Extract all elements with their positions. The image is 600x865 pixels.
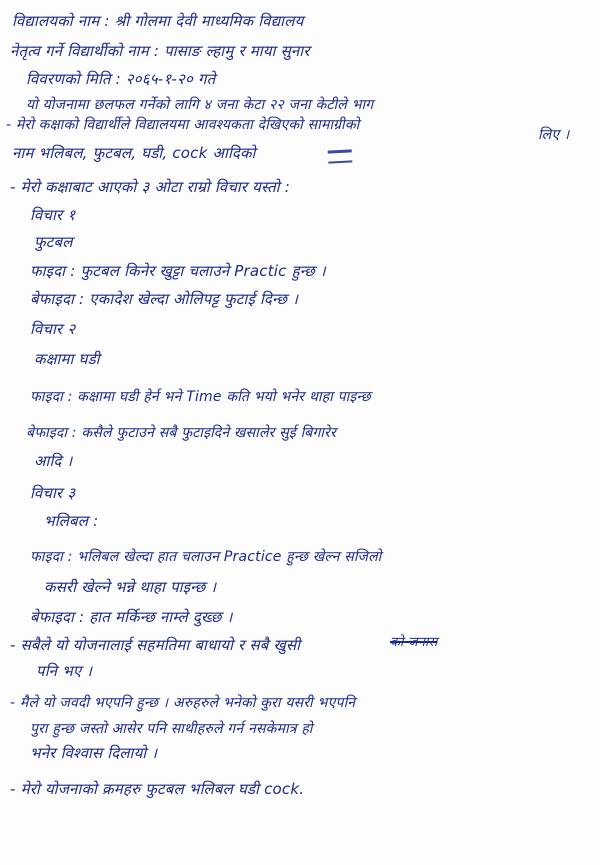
idea-2-title: कक्षामा घडी (34, 350, 100, 368)
agreement-line-cont: पनि भए । (36, 662, 93, 680)
priority-line: - मेरो योजनाको क्रमहरु फुटबल भलिबल घडी cock. (10, 780, 305, 798)
ideas-intro-line: - मेरो कक्षाबाट आएको ३ ओटा राम्रो विचार यस्तो : (10, 178, 290, 196)
idea-3-benefit: फाइदा : भलिबल खेल्दा हात चलाउन Practice हुन्छ खेल्न सजिलो (30, 549, 382, 565)
reflection-line: - मैले यो जवदी भएपनि हुन्छ । अरुहरुले भनेको कुरा यसरी भएपनि (10, 695, 356, 711)
idea-2-benefit: फाइदा : कक्षामा घडी हेर्न भने Time कति भयो भनेर थाहा पाइन्छ (30, 389, 371, 405)
idea-2-drawback: बेफाइदा : कसैले फुटाउने सबै फुटाइदिने खसालेर सुई बिगारेर (26, 425, 337, 441)
reflection-line-3: भनेर विश्वास दिलायो । (30, 744, 158, 762)
reflection-line-2: पुरा हुन्छ जस्तो आसेर पनि साथीहरुले गर्न नसकेमात्र हो (30, 721, 313, 737)
idea-3-heading: विचार ३ (30, 484, 76, 502)
idea-3-benefit-cont: कसरी खेल्ने भन्ने थाहा पाइन्छ । (44, 578, 217, 596)
needs-line: - मेरो कक्षाको विद्यार्थीले विद्यालयमा आवश्यकता देखिएको सामाग्रीको (6, 117, 360, 133)
leader-names-line: नेतृत्व गर्ने विद्यार्थीको नाम : पासाङ ल्हामु र माया सुनार (10, 42, 310, 60)
idea-1-benefit: फाइदा : फुटबल किनेर खुट्टा चलाउने Practic हुन्छ । (30, 262, 326, 280)
idea-1-drawback: बेफाइदा : एकादेश खेल्दा ओलिपट्ट फुटाई दिन्छ । (30, 290, 299, 308)
scribble-mark (328, 149, 353, 163)
date-line: विवरणको मिति : २०६५-१-२० गते (26, 70, 216, 88)
struck-word: को जनास (390, 635, 438, 650)
school-name-line: विद्यालयको नाम : श्री गोलमा देवी माध्यमिक विद्यालय (12, 12, 304, 30)
agreement-line: - सबैले यो योजनालाई सहमतिमा बाधायो र सबै खुसी (10, 636, 301, 654)
idea-2-drawback-end: आदि । (34, 452, 73, 470)
idea-2-heading: विचार २ (30, 320, 76, 338)
margin-note: लिए । (538, 127, 570, 143)
items-line: नाम भलिबल, फुटबल, घडी, cock आदिको (12, 144, 256, 162)
participants-line: यो योजनामा छलफल गर्नेको लागि ४ जना केटा २२ जना केटीले भाग (26, 97, 374, 113)
idea-3-title: भलिबल : (44, 512, 99, 530)
idea-1-title: फुटबल (34, 233, 73, 251)
idea-3-drawback: बेफाइदा : हात मर्किन्छ नाम्ले दुख्छ । (30, 608, 233, 626)
idea-1-heading: विचार १ (30, 206, 76, 224)
